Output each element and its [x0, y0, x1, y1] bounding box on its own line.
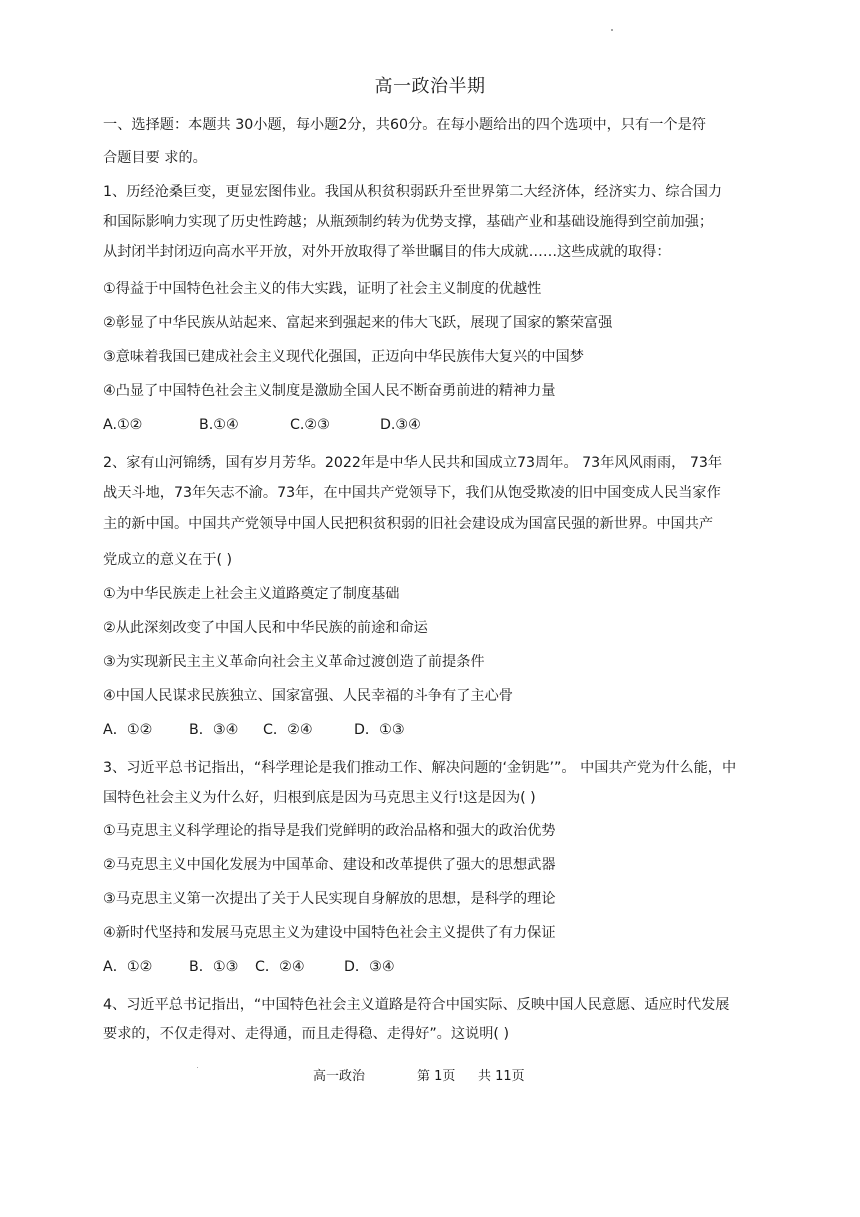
question-stem-line: 从封闭半封闭迈向高水平开放，对外开放取得了举世瞩目的伟大成就……这些成就的取得：: [103, 244, 671, 260]
scan-speck: [611, 29, 613, 31]
question-statement: ③马克思主义第一次提出了关于人民实现自身解放的思想，是科学的理论: [103, 891, 556, 907]
question-statement: ①得益于中国特色社会主义的伟大实践，证明了社会主义制度的优越性: [103, 281, 542, 297]
answer-option-d: D．①③: [354, 722, 405, 738]
answer-option-c: C．②④: [255, 959, 305, 975]
scan-speck: [197, 1067, 198, 1068]
question-stem-line: 1、历经沧桑巨变，更显宏图伟业。我国从积贫积弱跃升至世界第二大经济体，经济实力、综合国力: [103, 184, 723, 200]
question-statement: ②彰显了中华民族从站起来、富起来到强起来的伟大飞跃，展现了国家的繁荣富强: [103, 315, 613, 331]
answer-option-c: C.②③: [290, 417, 330, 433]
question-statement: ③意味着我国已建成社会主义现代化强国，正迈向中华民族伟大复兴的中国梦: [103, 349, 584, 365]
footer-page-total: 共 11页: [478, 1069, 525, 1084]
answer-option-c: C．②④: [263, 722, 313, 738]
question-statement: ①为中华民族走上社会主义道路奠定了制度基础: [103, 586, 400, 602]
question-stem-line: 2、家有山河锦绣，国有岁月芳华。2022年是中华人民共和国成立73周年。 73年风风雨雨， 73年: [103, 455, 723, 471]
question-stem-line: 4、习近平总书记指出，“中国特色社会主义道路是符合中国实际、反映中国人民意愿、适应时代发展: [103, 997, 730, 1013]
answer-option-a: A．①②: [103, 722, 153, 738]
question-stem-line: 战天斗地，73年矢志不渝。73年，在中国共产党领导下，我们从饱受欺凌的旧中国变成人民当家作: [103, 485, 721, 501]
answer-option-b: B.①④: [199, 417, 239, 433]
answer-option-b: B．③④: [189, 722, 239, 738]
footer-subject: 高一政治: [313, 1069, 366, 1084]
page-title: 高一政治半期: [374, 76, 486, 97]
answer-option-a: A．①②: [103, 959, 153, 975]
question-statement: ②从此深刻改变了中国人民和中华民族的前途和命运: [103, 620, 428, 636]
question-statement: ④新时代坚持和发展马克思主义为建设中国特色社会主义提供了有力保证: [103, 925, 556, 941]
question-statement: ①马克思主义科学理论的指导是我们党鲜明的政治品格和强大的政治优势: [103, 823, 556, 839]
question-statement: ④凸显了中国特色社会主义制度是激励全国人民不断奋勇前进的精神力量: [103, 383, 556, 399]
footer-page-number: 第 1页: [417, 1069, 456, 1084]
question-statement: ③为实现新民主主义革命向社会主义革命过渡创造了前提条件: [103, 654, 485, 670]
question-stem-line: 党成立的意义在于( ): [103, 552, 233, 568]
question-stem-line: 3、习近平总书记指出，“科学理论是我们推动工作、解决问题的‘金钥匙’”。 中国共产党为什么能，中: [103, 760, 737, 776]
question-stem-line: 主的新中国。中国共产党领导中国人民把积贫积弱的旧社会建设成为国富民强的新世界。中国共产: [103, 516, 714, 532]
question-statement: ④中国人民谋求民族独立、国家富强、人民幸福的斗争有了主心骨: [103, 688, 513, 704]
section-heading-line: 合题目要 求的。: [103, 150, 207, 166]
answer-option-b: B．①③: [189, 959, 239, 975]
question-stem-line: 国特色社会主义为什么好，归根到底是因为马克思主义行!这是因为( ): [103, 790, 536, 806]
answer-option-d: D.③④: [380, 417, 421, 433]
answer-option-d: D．③④: [344, 959, 395, 975]
question-stem-line: 要求的，不仅走得对、走得通，而且走得稳、走得好”。这说明( ): [103, 1026, 509, 1042]
question-stem-line: 和国际影响力实现了历史性跨越；从瓶颈制约转为优势支撑，基础产业和基础设施得到空前加强；: [103, 214, 714, 230]
answer-option-a: A.①②: [103, 417, 143, 433]
question-statement: ②马克思主义中国化发展为中国革命、建设和改革提供了强大的思想武器: [103, 857, 556, 873]
section-heading-line: 一、选择题：本题共 30小题，每小题2分，共60分。在每小题给出的四个选项中，只有一个是符: [103, 117, 706, 133]
